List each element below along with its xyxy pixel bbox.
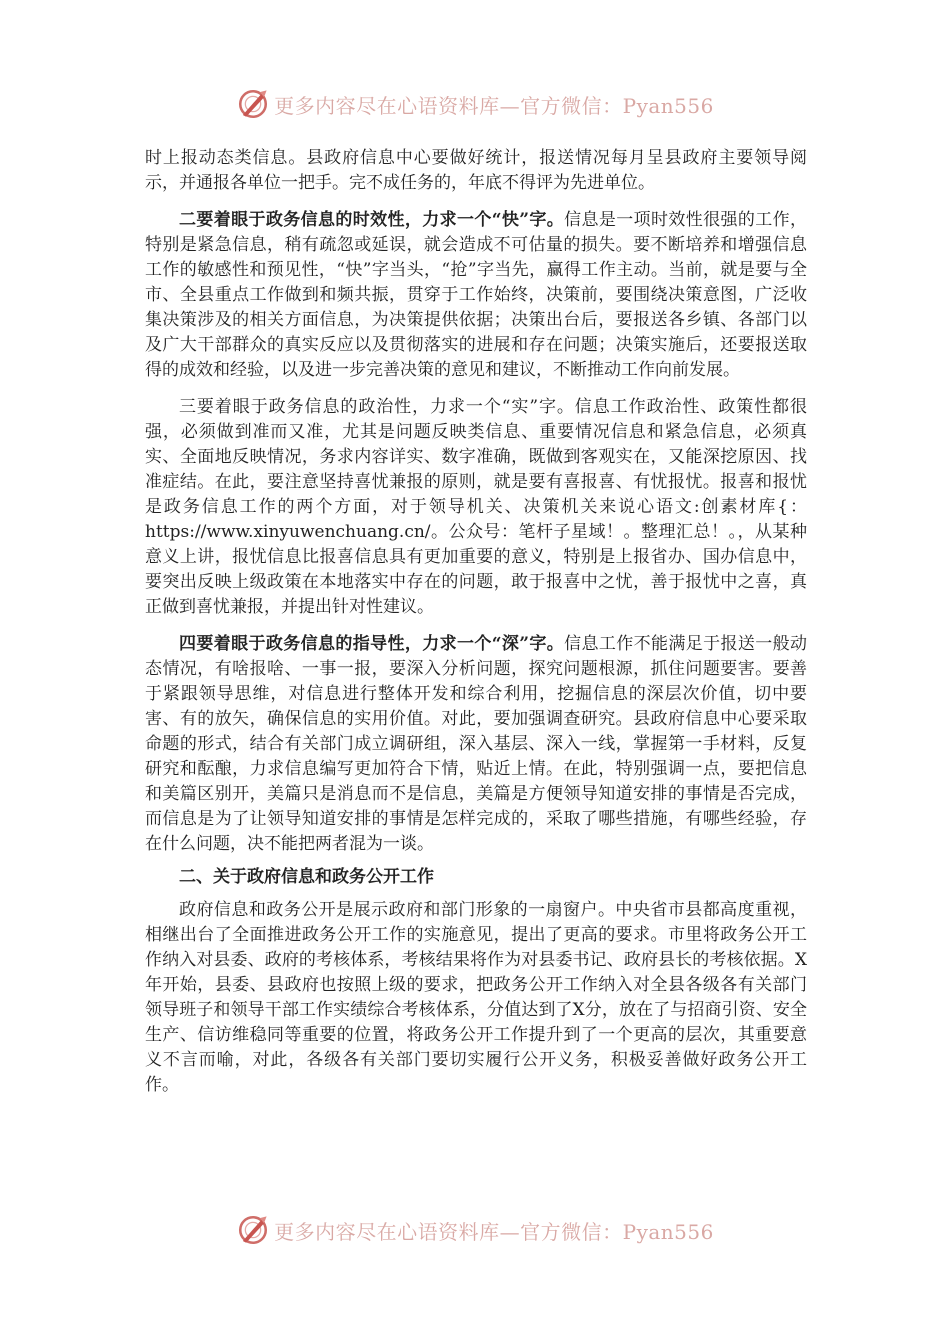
paragraph-disclosure: 政府信息和政务公开是展示政府和部门形象的一扇窗户。中央省市县都高度重视，相继出台了全面推进政务公开工作的实施意见，提出了更高的要求。市里将政务公开工作纳入对县委、政府的考核体系，考核结果将作为对县委书记、政府县长的考核依据。X年开始，县委、县政府也按照上级的要求，把政务公开工作纳入对全县各级各有关部门领导班子和领导干部工作实绩综合考核体系，分值达到了X分，放在了与招商引资、安全生产、信访维稳同等重要的位置，将政务公开工作提升到了一个更高的层次，其重要意义不言而喻，对此，各级各有关部门要切实履行公开义务，积极妥善做好政务公开工作。 bbox=[145, 900, 807, 1095]
paragraph-timeliness bbox=[145, 208, 807, 383]
document-body bbox=[145, 146, 807, 1098]
section-heading: 二、关于政府信息和政务公开工作 bbox=[179, 867, 434, 887]
paragraph-body: 信息工作不能满足于报送一般动态情况，有啥报啥、一事一报，要深入分析问题，探究问题根源，抓住问题要害。要善于紧跟领导思维，对信息进行整体开发和综合利用，挖掘信息的深层次价值，切中要害、有的放矢，确保信息的实用价值。对此，要加强调查研究。县政府信息中心要采取命题的形式，结合有关部门成立调研组，深入基层、深入一线，掌握第一手材料，反复研究和酝酿，力求信息编写更加符合下情，贴近上情。在此，特别强调一点，要把信息和美篇区别开，美篇只是消息而不是信息，美篇是方便领导知道安排的事情是否完成，而信息是为了让领导知道安排的事情是怎样完成的，采取了哪些措施，有哪些经验，存在什么问题，决不能把两者混为一谈。 bbox=[145, 634, 808, 854]
paragraph-guidance bbox=[145, 632, 807, 857]
paragraph-continuation: 时上报动态类信息。县政府信息中心要做好统计，报送情况每月呈县政府主要领导阅示，并通报各单位一把手。完不成任务的，年底不得评为先进单位。 bbox=[145, 148, 807, 193]
footer-watermark-banner bbox=[0, 1210, 950, 1250]
paragraph-lead: 二要着眼于政务信息的时效性，力求一个“快”字。 bbox=[179, 210, 565, 230]
quill-seal-icon bbox=[236, 1213, 270, 1247]
paragraph-body: 信息是一项时效性很强的工作，特别是紧急信息，稍有疏忽或延误，就会造成不可估量的损失。要不断培养和增强信息工作的敏感性和预见性，“快”字当头，“抢”字当先，赢得工作主动。当前，就是要与全市、全县重点工作做到和频共振，贯穿于工作始终，决策前，要围绕决策意图，广泛收集决策涉及的相关方面信息，为决策提供依据；决策出台后，要报送各乡镇、各部门以及广大干部群众的真实反应以及贯彻落实的进展和存在问题；决策实施后，还要报送取得的成效和经验，以及进一步完善决策的意见和建议，不断推动工作向前发展。 bbox=[145, 210, 808, 380]
quill-seal-icon bbox=[236, 87, 270, 121]
banner-text: 更多内容尽在心语资料库—官方微信：Pyan556 bbox=[274, 1219, 714, 1244]
banner-text: 更多内容尽在心语资料库—官方微信：Pyan556 bbox=[274, 93, 714, 118]
paragraph-political: 三要着眼于政务信息的政治性，力求一个“实”字。信息工作政治性、政策性都很强，必须做到准而又准，尤其是问题反映类信息、重要情况信息和紧急信息，必须真实、全面地反映情况，务求内容详实、数字准确，既做到客观实在，又能深挖原因、找准症结。在此，要注意坚持喜忧兼报的原则，就是要有喜报喜、有忧报忧。报喜和报忧是政务信息工作的两个方面，对于领导机关、决策机关来说心语文:创素材库{：https://www.xinyuwenchuang.cn/。公众号：笔杆子星域！。整理汇总！。，从某种意义上讲，报忧信息比报喜信息具有更加重要的意义，特别是上报省办、国办信息中，要突出反映上级政策在本地落实中存在的问题，敢于报喜中之忧，善于报忧中之喜，真正做到喜忧兼报，并提出针对性建议。 bbox=[145, 397, 807, 617]
paragraph-lead: 四要着眼于政务信息的指导性，力求一个“深”字。 bbox=[179, 634, 565, 654]
header-watermark-banner bbox=[0, 84, 950, 124]
